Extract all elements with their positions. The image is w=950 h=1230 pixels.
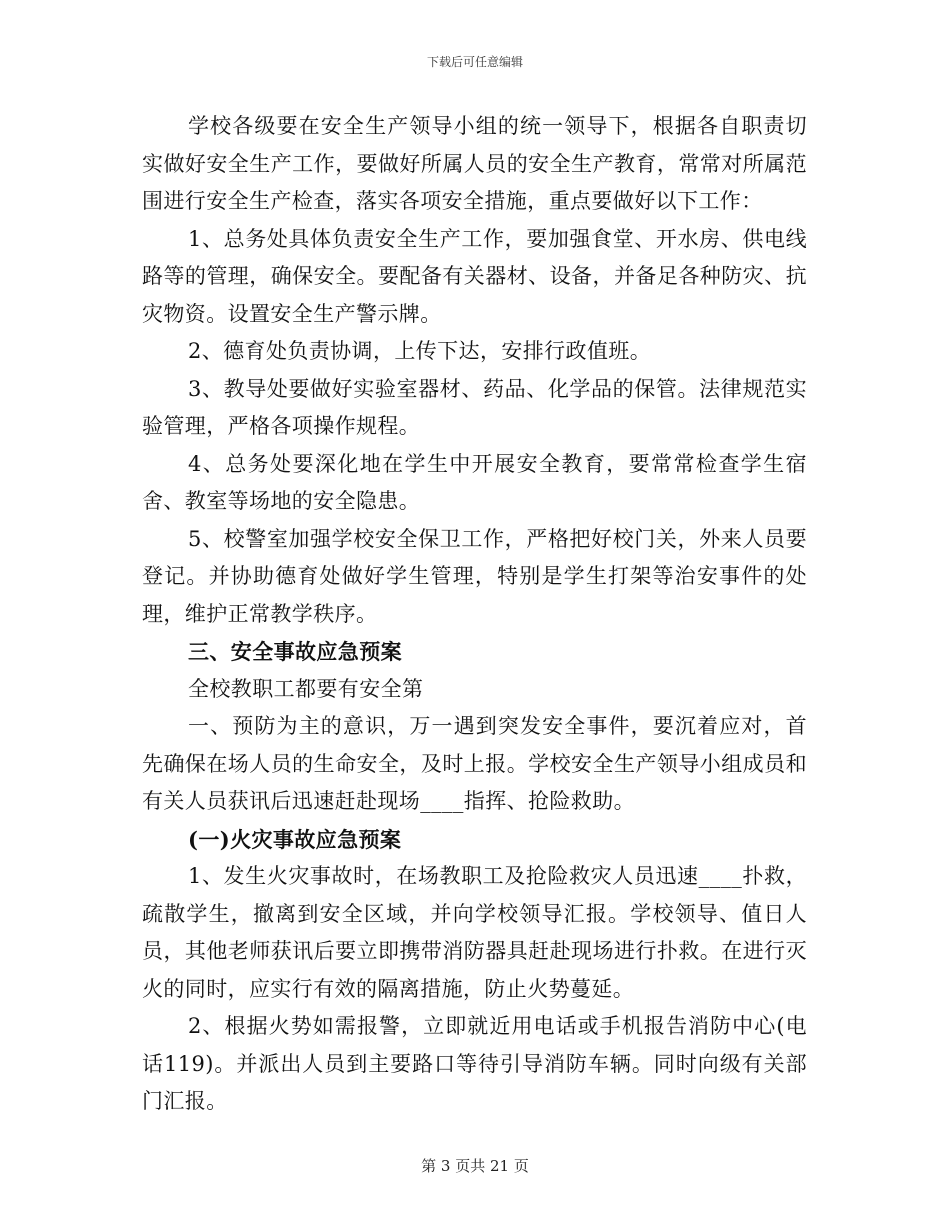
item-1-paragraph: 1、总务处具体负责安全生产工作，要加强食堂、开水房、供电线路等的管理，确保安全。要配备有关器材、设备，并备足各种防灾、抗灾物资。设置安全生产警示牌。 bbox=[142, 226, 807, 326]
emergency-intro-line: 全校教职工都要有安全第 bbox=[188, 676, 424, 701]
item-3-paragraph: 3、教导处要做好实验室器材、药品、化学品的保管。法律规范实验管理，严格各项操作规程。 bbox=[142, 376, 807, 438]
section-heading-emergency-plan: 三、安全事故应急预案 bbox=[188, 639, 402, 664]
item-2-paragraph: 2、德育处负责协调，上传下达，安排行政值班。 bbox=[188, 339, 652, 363]
item-5-paragraph: 5、校警室加强学校安全保卫工作，严格把好校门关，外来人员要登记。并协助德育处做好学生管理，特别是学生打架等治安事件的处理，维护正常教学秩序。 bbox=[142, 526, 807, 626]
intro-paragraph: 学校各级要在安全生产领导小组的统一领导下，根据各自职责切实做好安全生产工作，要做好所属人员的安全生产教育，常常对所属范围进行安全生产检查，落实各项安全措施，重点要做好以下工作： bbox=[142, 114, 807, 213]
document-body bbox=[142, 108, 807, 1121]
page-footer: 第 3 页共 21 页 bbox=[421, 1157, 529, 1175]
fire-step-1-paragraph: 1、发生火灾事故时，在场教职工及抢险救灾人员迅速____扑救，疏散学生，撤离到安全区域，并向学校领导汇报。学校领导、值日人员，其他老师获讯后要立即携带消防器具赶赴现场进行扑救。在进行灭火的同时，应实行有效的隔离措施，防止火势蔓延。 bbox=[142, 864, 807, 1001]
page-header: 下载后可任意编辑 bbox=[426, 55, 523, 69]
fire-step-2-paragraph: 2、根据火势如需报警，立即就近用电话或手机报告消防中心(电话119)。并派出人员到主要路口等待引导消防车辆。同时向级有关部门汇报。 bbox=[142, 1014, 807, 1113]
item-4-paragraph: 4、总务处要深化地在学生中开展安全教育，要常常检查学生宿舍、教室等场地的安全隐患。 bbox=[142, 451, 807, 513]
subsection-heading-fire: (一)火灾事故应急预案 bbox=[188, 826, 402, 852]
prevention-paragraph: 一、预防为主的意识，万一遇到突发安全事件，要沉着应对，首先确保在场人员的生命安全，及时上报。学校安全生产领导小组成员和有关人员获讯后迅速赶赴现场____指挥、抢险救助。 bbox=[142, 714, 807, 813]
